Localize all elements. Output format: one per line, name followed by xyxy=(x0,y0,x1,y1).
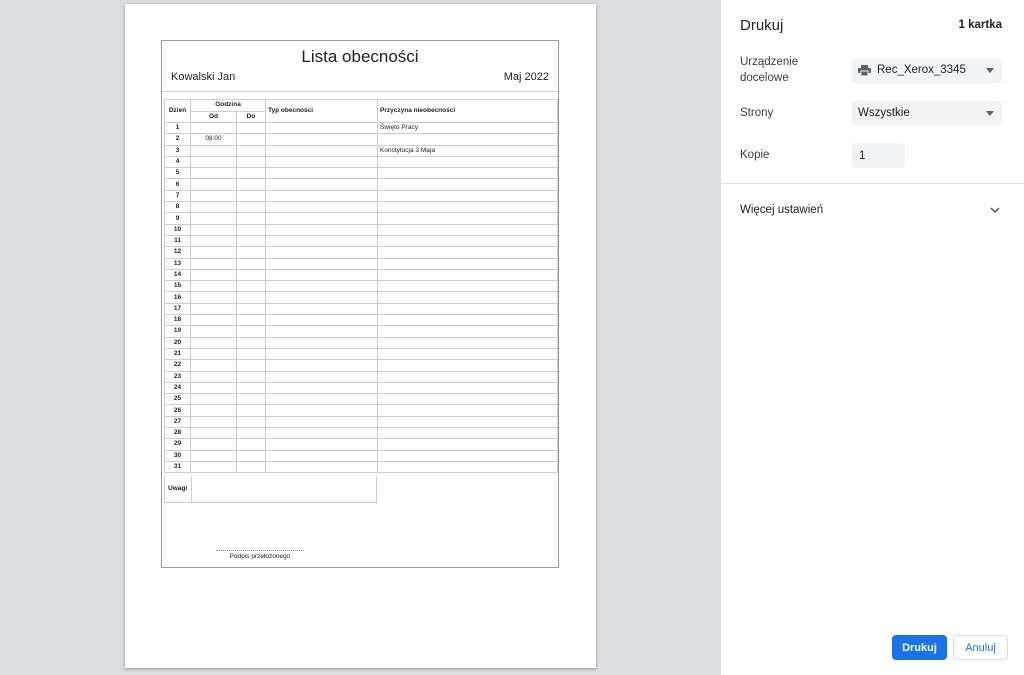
attendance-table xyxy=(164,99,558,473)
row-from xyxy=(191,258,237,269)
row-day: 31 xyxy=(165,461,191,472)
row-type xyxy=(266,235,378,246)
row-day: 29 xyxy=(165,439,191,450)
row-from xyxy=(191,213,237,224)
row-from xyxy=(191,394,237,405)
header-to: Do xyxy=(237,111,266,123)
row-to xyxy=(237,315,266,326)
row-from xyxy=(191,360,237,371)
row-reason xyxy=(378,303,558,314)
header-from: Od xyxy=(191,111,237,123)
row-to xyxy=(237,258,266,269)
row-reason xyxy=(378,394,558,405)
row-from xyxy=(191,405,237,416)
print-settings-panel xyxy=(720,0,1024,675)
row-type xyxy=(266,247,378,258)
row-type xyxy=(266,145,378,156)
row-from xyxy=(191,202,237,213)
destination-dropdown-icon xyxy=(986,68,994,73)
destination-label: Urządzenie docelowe xyxy=(740,56,799,84)
table-row xyxy=(165,348,558,359)
row-reason xyxy=(378,213,558,224)
row-from xyxy=(191,190,237,201)
table-row xyxy=(165,360,558,371)
row-reason xyxy=(378,348,558,359)
employee-name: Kowalski Jan xyxy=(171,71,236,83)
table-row xyxy=(165,405,558,416)
row-to xyxy=(237,337,266,348)
row-reason xyxy=(378,156,558,167)
row-day: 11 xyxy=(165,235,191,246)
notes-divider xyxy=(191,476,192,502)
table-row xyxy=(165,450,558,461)
row-type xyxy=(266,179,378,190)
attendance-rows xyxy=(165,123,558,473)
row-day: 16 xyxy=(165,292,191,303)
row-reason xyxy=(378,315,558,326)
row-day: 13 xyxy=(165,258,191,269)
table-row xyxy=(165,213,558,224)
table-row xyxy=(165,123,558,134)
row-type xyxy=(266,348,378,359)
copies-label: Kopie xyxy=(740,149,770,161)
row-day: 4 xyxy=(165,156,191,167)
header-day: Dzień xyxy=(165,100,191,123)
row-to xyxy=(237,439,266,450)
row-from xyxy=(191,428,237,439)
row-from xyxy=(191,281,237,292)
pages-value: Wszystkie xyxy=(858,107,910,119)
table-row xyxy=(165,303,558,314)
row-to xyxy=(237,371,266,382)
row-from xyxy=(191,145,237,156)
dialog-title: Drukuj xyxy=(740,17,784,34)
table-row xyxy=(165,258,558,269)
table-row xyxy=(165,428,558,439)
row-reason: Święto Pracy xyxy=(378,123,558,134)
row-reason xyxy=(378,258,558,269)
row-type xyxy=(266,382,378,393)
row-from xyxy=(191,371,237,382)
row-reason xyxy=(378,360,558,371)
row-day: 24 xyxy=(165,382,191,393)
row-from xyxy=(191,303,237,314)
row-day: 15 xyxy=(165,281,191,292)
row-from xyxy=(191,235,237,246)
row-reason xyxy=(378,326,558,337)
row-type xyxy=(266,156,378,167)
row-from xyxy=(191,326,237,337)
row-reason xyxy=(378,461,558,472)
row-day: 7 xyxy=(165,190,191,201)
row-to xyxy=(237,382,266,393)
row-day: 28 xyxy=(165,428,191,439)
row-reason xyxy=(378,235,558,246)
row-type xyxy=(266,416,378,427)
row-to xyxy=(237,123,266,134)
row-day: 18 xyxy=(165,315,191,326)
row-from xyxy=(191,168,237,179)
table-row xyxy=(165,247,558,258)
row-from xyxy=(191,247,237,258)
row-reason xyxy=(378,428,558,439)
row-type xyxy=(266,292,378,303)
chevron-down-icon[interactable] xyxy=(990,206,1000,214)
row-day: 9 xyxy=(165,213,191,224)
row-reason xyxy=(378,179,558,190)
more-settings-toggle[interactable]: Więcej ustawień xyxy=(740,204,824,216)
row-day: 5 xyxy=(165,168,191,179)
row-type xyxy=(266,202,378,213)
header-divider xyxy=(162,91,558,92)
pages-dropdown-icon xyxy=(986,111,994,116)
document-month: Maj 2022 xyxy=(503,71,549,83)
cancel-button[interactable]: Anuluj xyxy=(953,635,1008,660)
row-reason xyxy=(378,247,558,258)
row-reason xyxy=(378,202,558,213)
row-type xyxy=(266,326,378,337)
pages-label: Strony xyxy=(740,107,774,119)
row-reason xyxy=(378,405,558,416)
row-to xyxy=(237,156,266,167)
table-row xyxy=(165,156,558,167)
row-reason xyxy=(378,337,558,348)
row-to xyxy=(237,168,266,179)
row-day: 12 xyxy=(165,247,191,258)
row-to xyxy=(237,247,266,258)
row-reason xyxy=(378,371,558,382)
header-hours: Godzina xyxy=(191,100,266,112)
row-to xyxy=(237,281,266,292)
table-row xyxy=(165,461,558,472)
notes-box xyxy=(164,476,377,503)
row-type xyxy=(266,315,378,326)
row-reason xyxy=(378,439,558,450)
row-type xyxy=(266,405,378,416)
table-row xyxy=(165,394,558,405)
row-type xyxy=(266,258,378,269)
row-to xyxy=(237,405,266,416)
row-day: 20 xyxy=(165,337,191,348)
table-row xyxy=(165,235,558,246)
row-to xyxy=(237,145,266,156)
row-to xyxy=(237,179,266,190)
row-from xyxy=(191,179,237,190)
row-day: 19 xyxy=(165,326,191,337)
row-to xyxy=(237,360,266,371)
row-type xyxy=(266,269,378,280)
row-from xyxy=(191,416,237,427)
row-type xyxy=(266,337,378,348)
header-reason: Przyczyna nieobecności xyxy=(378,100,558,123)
table-row xyxy=(165,190,558,201)
row-from xyxy=(191,292,237,303)
row-to xyxy=(237,134,266,145)
row-type xyxy=(266,428,378,439)
print-button[interactable]: Drukuj xyxy=(892,635,947,660)
row-to xyxy=(237,348,266,359)
row-type xyxy=(266,461,378,472)
attendance-document xyxy=(161,40,559,568)
row-day: 8 xyxy=(165,202,191,213)
row-day: 10 xyxy=(165,224,191,235)
document-title: Lista obecności xyxy=(301,47,419,66)
row-type xyxy=(266,190,378,201)
row-to xyxy=(237,224,266,235)
row-to xyxy=(237,292,266,303)
header-type: Typ obecności xyxy=(266,100,378,123)
sheet-count: 1 kartka xyxy=(958,19,1002,31)
row-reason xyxy=(378,450,558,461)
signature-line xyxy=(216,550,304,551)
row-day: 21 xyxy=(165,348,191,359)
row-from: 08:00 xyxy=(191,134,237,145)
row-reason xyxy=(378,224,558,235)
row-type xyxy=(266,303,378,314)
row-day: 6 xyxy=(165,179,191,190)
destination-select[interactable] xyxy=(852,58,1002,83)
row-day: 14 xyxy=(165,269,191,280)
row-to xyxy=(237,202,266,213)
notes-label: Uwagi xyxy=(168,485,188,492)
row-to xyxy=(237,190,266,201)
row-type xyxy=(266,450,378,461)
row-type xyxy=(266,281,378,292)
table-row xyxy=(165,416,558,427)
table-row xyxy=(165,292,558,303)
row-reason xyxy=(378,134,558,145)
pages-select[interactable] xyxy=(852,101,1002,126)
row-to xyxy=(237,235,266,246)
row-to xyxy=(237,394,266,405)
row-day: 25 xyxy=(165,394,191,405)
settings-divider xyxy=(721,183,1024,184)
table-row xyxy=(165,326,558,337)
row-type xyxy=(266,394,378,405)
row-reason xyxy=(378,269,558,280)
table-row xyxy=(165,315,558,326)
row-reason: Konstytucja 3 Maja xyxy=(378,145,558,156)
row-day: 23 xyxy=(165,371,191,382)
row-to xyxy=(237,303,266,314)
row-reason xyxy=(378,281,558,292)
row-type xyxy=(266,360,378,371)
row-day: 26 xyxy=(165,405,191,416)
row-from xyxy=(191,439,237,450)
row-type xyxy=(266,134,378,145)
row-day: 30 xyxy=(165,450,191,461)
table-row xyxy=(165,281,558,292)
table-row xyxy=(165,337,558,348)
row-reason xyxy=(378,168,558,179)
row-to xyxy=(237,269,266,280)
row-to xyxy=(237,450,266,461)
row-day: 17 xyxy=(165,303,191,314)
row-day: 1 xyxy=(165,123,191,134)
row-type xyxy=(266,213,378,224)
table-row xyxy=(165,168,558,179)
row-to xyxy=(237,428,266,439)
row-type xyxy=(266,168,378,179)
row-to xyxy=(237,416,266,427)
destination-value: Rec_Xerox_3345 xyxy=(877,64,966,76)
table-row xyxy=(165,439,558,450)
row-from xyxy=(191,269,237,280)
row-day: 2 xyxy=(165,134,191,145)
row-from xyxy=(191,382,237,393)
row-type xyxy=(266,439,378,450)
row-from xyxy=(191,337,237,348)
row-from xyxy=(191,156,237,167)
row-reason xyxy=(378,382,558,393)
table-row xyxy=(165,382,558,393)
row-type xyxy=(266,224,378,235)
row-from xyxy=(191,461,237,472)
row-type xyxy=(266,123,378,134)
preview-page xyxy=(125,4,596,668)
row-from xyxy=(191,315,237,326)
table-row xyxy=(165,224,558,235)
table-row xyxy=(165,145,558,156)
row-to xyxy=(237,461,266,472)
row-reason xyxy=(378,190,558,201)
row-reason xyxy=(378,416,558,427)
row-from xyxy=(191,348,237,359)
printer-icon xyxy=(858,65,871,76)
table-row xyxy=(165,179,558,190)
row-to xyxy=(237,326,266,337)
table-row xyxy=(165,134,558,145)
row-from xyxy=(191,224,237,235)
row-from xyxy=(191,450,237,461)
copies-input[interactable] xyxy=(852,143,905,168)
row-type xyxy=(266,371,378,382)
row-day: 27 xyxy=(165,416,191,427)
row-day: 22 xyxy=(165,360,191,371)
table-row xyxy=(165,202,558,213)
row-to xyxy=(237,213,266,224)
table-row xyxy=(165,371,558,382)
row-day: 3 xyxy=(165,145,191,156)
signature-label: Podpis przełożonego xyxy=(229,553,291,560)
row-from xyxy=(191,123,237,134)
row-reason xyxy=(378,292,558,303)
table-row xyxy=(165,269,558,280)
